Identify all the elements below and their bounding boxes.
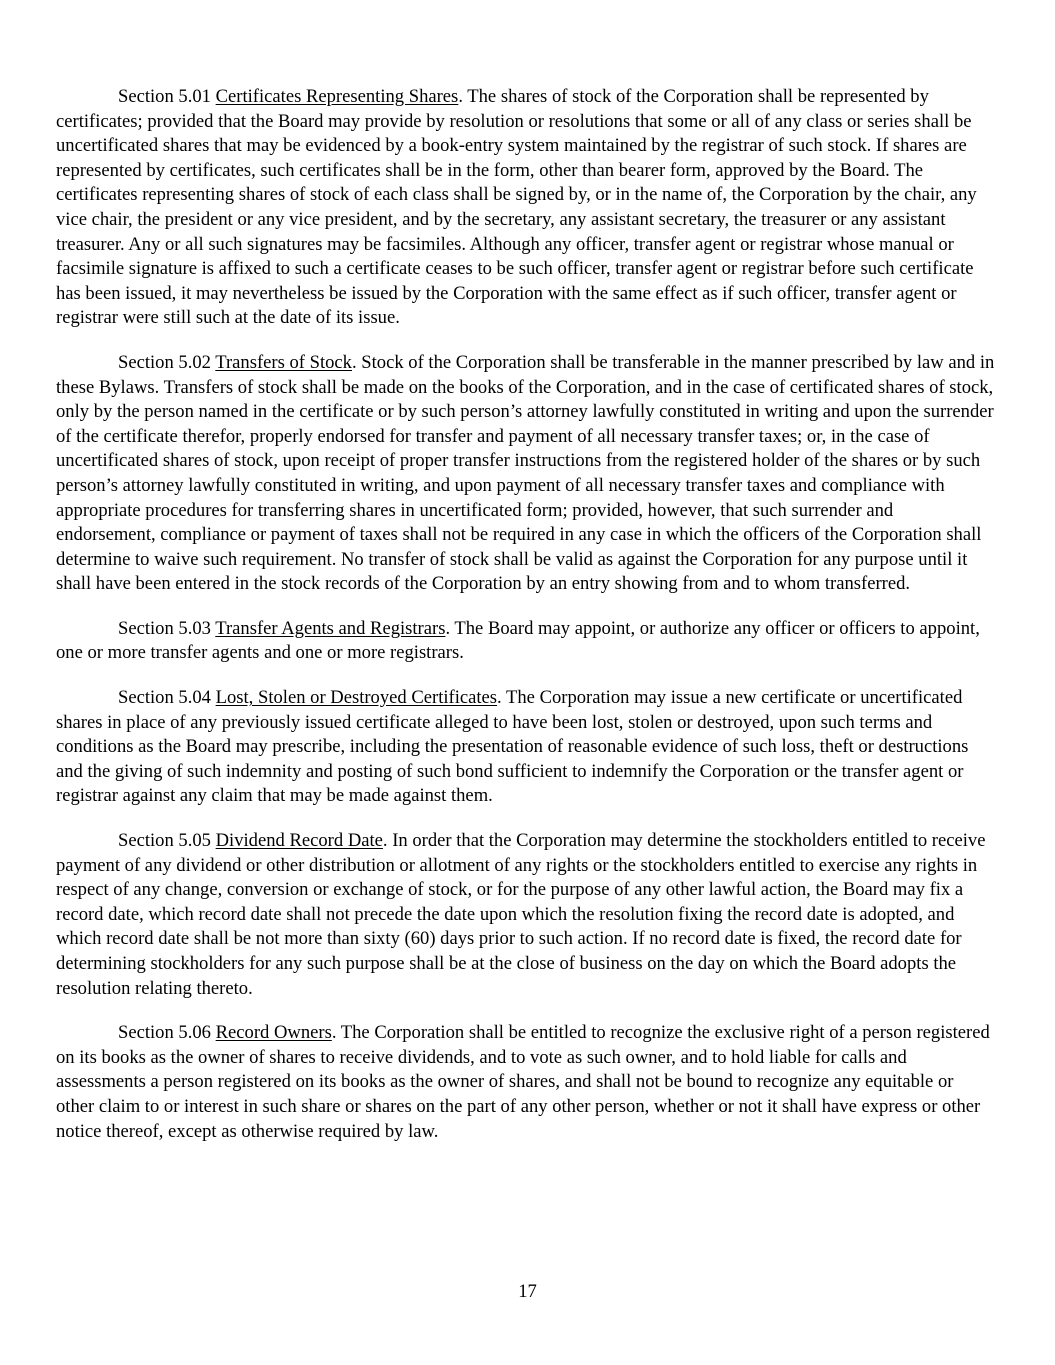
section-body: . In order that the Corporation may determine the stockholders entitled to receive payment of any dividend or other distribution or allotment of any rights or the stockholders entitled to exercise any rights in respect of any change, conversion or exchange of stock, or for the purpose of any other lawful action, the Board may fix a record date, which record date shall not precede the date upon which the resolution fixing the record date is adopted, and which record date shall be not more than sixty (60) days prior to such action. If no record date is fixed, the record date for determining stockholders for any such purpose shall be at the close of business on the day on which the Board adopts the resolution relating thereto. <box>56 830 986 999</box>
section-number: Section 5.04 <box>118 687 211 709</box>
section-body: . The Corporation shall be entitled to recognize the exclusive right of a person registered on its books as the owner of shares to receive dividends, and to vote as such owner, and to hold liable for calls and assessments a person registered on its books as the owner of shares, and shall not be bound to recognize any equitable or other claim to or interest in such share or shares on the part of any other person, whether or not it shall have express or other notice thereof, except as otherwise required by law. <box>56 1022 990 1142</box>
section-5-04 <box>56 686 996 809</box>
section-heading: Dividend Record Date <box>215 830 383 852</box>
page-number: 17 <box>518 1281 537 1302</box>
section-number: Section 5.05 <box>118 830 211 852</box>
section-number: Section 5.06 <box>118 1022 211 1044</box>
section-body: . The Corporation may issue a new certificate or uncertificated shares in place of any previously issued certificate alleged to have been lost, stolen or destroyed, upon such terms and conditions as the Board may prescribe, including the presentation of reasonable evidence of such loss, theft or destructions and the giving of such indemnity and posting of such bond sufficient to indemnify the Corporation or the transfer agent or registrar against any claim that may be made against them. <box>56 687 969 807</box>
section-body: . The shares of stock of the Corporation shall be represented by certificates; provided that the Board may provide by resolution or resolutions that some or all of any class or series shall be uncertificated shares that may be evidenced by a book-entry system maintained by the registrar of such stock. If shares are represented by certificates, such certificates shall be in the form, other than bearer form, approved by the Board. The certificates representing shares of stock of each class shall be signed by, or in the name of, the Corporation by the chair, any vice chair, the president or any vice president, and by the secretary, any assistant secretary, the treasurer or any assistant treasurer. Any or all such signatures may be facsimiles. Although any officer, transfer agent or registrar whose manual or facsimile signature is affixed to such a certificate ceases to be such officer, transfer agent or registrar before such certificate has been issued, it may nevertheless be issued by the Corporation with the same effect as if such officer, transfer agent or registrar were still such at the date of its issue. <box>56 86 977 329</box>
section-number: Section 5.02 <box>118 351 211 373</box>
section-5-05 <box>56 829 996 1001</box>
section-number: Section 5.01 <box>118 86 211 107</box>
section-5-03 <box>56 617 996 666</box>
section-5-02 <box>56 351 996 597</box>
section-heading: Record Owners <box>215 1022 332 1044</box>
section-body: . Stock of the Corporation shall be transferable in the manner prescribed by law and in these Bylaws. Transfers of stock shall be made on the books of the Corporation, and in the case of certificated shares of stock, only by the person named in the certificate or by such person’s attorney lawfully constituted in writing and upon the surrender of the certificate therefor, properly endorsed for transfer and payment of all necessary transfer taxes; or, in the case of uncertificated shares of stock, upon receipt of proper transfer instructions from the registered holder of the shares or by such person’s attorney lawfully constituted in writing, and upon payment of all necessary transfer taxes and compliance with appropriate procedures for transferring shares in uncertificated form; provided, however, that such surrender and endorsement, compliance or payment of taxes shall not be required in any case in which the officers of the Corporation shall determine to waive such requirement. No transfer of stock shall be valid as against the Corporation for any purpose until it shall have been entered in the stock records of the Corporation by an entry showing from and to whom transferred. <box>56 351 995 595</box>
document-page <box>56 85 996 1164</box>
section-heading: Transfers of Stock <box>215 351 352 373</box>
section-number: Section 5.03 <box>118 617 211 639</box>
section-heading: Lost, Stolen or Destroyed Certificates <box>215 687 498 709</box>
section-5-01 <box>56 85 996 331</box>
section-heading: Transfer Agents and Registrars <box>215 617 446 639</box>
section-body: . The Board may appoint, or authorize any officer or officers to appoint, one or more transfer agents and one or more registrars. <box>56 617 980 664</box>
section-heading: Certificates Representing Shares <box>215 86 459 107</box>
section-5-06 <box>56 1021 996 1144</box>
